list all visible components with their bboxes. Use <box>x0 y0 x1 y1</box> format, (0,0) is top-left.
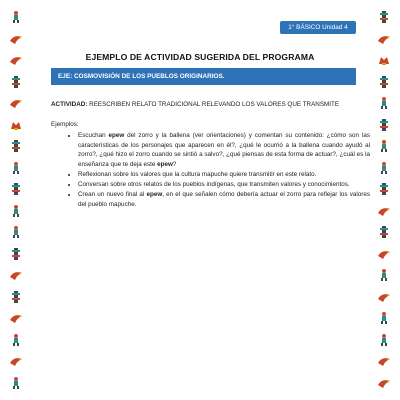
example-item <box>78 180 370 190</box>
example-text: Escuchan <box>78 132 109 139</box>
figure-icon <box>9 333 23 347</box>
bird-icon <box>9 311 23 325</box>
figure-icon <box>377 139 391 153</box>
example-term: epew <box>146 191 163 199</box>
activity-text: REESCRIBEN RELATO TRADICIONAL RELEVANDO LOS VALORES QUE TRANSMITE <box>87 101 340 108</box>
totem-icon <box>9 75 23 89</box>
figure-icon <box>9 161 23 175</box>
example-text: del zorro y la ballena (ver orientaciones) y comentan su contenido: ¿cómo son las características de los personajes que aparecen en él?, ¿qué le ocurrió a la ballena cuando ayudó al zorro?, ¿qué hizo el zorro cuando se sintió a salvo?, ¿qué piensas de esta forma de actuar?, ¿cuál es la enseñanza que te deja este <box>78 132 370 168</box>
activity-line <box>51 101 361 108</box>
totem-icon <box>377 75 391 89</box>
example-text: Crean un nuevo final al <box>78 191 147 199</box>
bird-icon <box>377 290 391 304</box>
figure-icon <box>377 333 391 347</box>
totem-icon <box>9 139 23 153</box>
example-text: , en el que señalen cómo debería actuar el zorro para reflejar los valores del pueblo mapuche. <box>78 191 370 208</box>
fox-icon <box>9 118 23 132</box>
page-title: EJEMPLO DE ACTIVIDAD SUGERIDA DEL PROGRAMA <box>85 52 315 62</box>
figure-icon <box>9 10 23 24</box>
example-item <box>78 190 370 209</box>
examples-list <box>66 131 370 210</box>
bird-icon <box>9 268 23 282</box>
example-term: epew <box>108 132 125 139</box>
figure-icon <box>377 268 391 282</box>
bird-icon <box>377 376 391 390</box>
bird-icon <box>9 96 23 110</box>
figure-icon <box>377 311 391 325</box>
figure-icon <box>9 204 23 218</box>
totem-icon <box>377 118 391 132</box>
bird-icon <box>9 32 23 46</box>
totem-icon <box>377 182 391 196</box>
bird-icon <box>377 32 391 46</box>
figure-icon <box>377 161 391 175</box>
example-text: Conversan sobre otros relatos de los pueblos indígenas, que transmiten valores y conocimientos. <box>78 181 350 189</box>
example-text: Reflexionan sobre los valores que la cultura mapuche quiere transmitir en este relato. <box>78 170 317 178</box>
grade-unit-tab: 1° BÁSICO Unidad 4 <box>280 21 356 34</box>
example-item <box>78 131 370 169</box>
examples-label: Ejemplos: <box>51 121 79 128</box>
example-item <box>78 170 370 180</box>
bird-icon <box>377 204 391 218</box>
figure-icon <box>9 225 23 239</box>
totem-icon <box>9 182 23 196</box>
totem-icon <box>9 290 23 304</box>
bird-icon <box>377 247 391 261</box>
bird-icon <box>377 354 391 368</box>
axis-banner <box>51 68 356 85</box>
example-text: ? <box>172 160 177 168</box>
activity-label: ACTIVIDAD: <box>51 101 88 108</box>
figure-icon <box>9 376 23 390</box>
totem-icon <box>9 247 23 261</box>
axis-label: EJE: COSMOVISIÓN DE LOS PUEBLOS ORIGINARIOS. <box>58 73 225 80</box>
figure-icon <box>377 96 391 110</box>
example-term: epew <box>157 160 173 168</box>
totem-icon <box>377 225 391 239</box>
totem-icon <box>377 10 391 24</box>
bird-icon <box>9 354 23 368</box>
